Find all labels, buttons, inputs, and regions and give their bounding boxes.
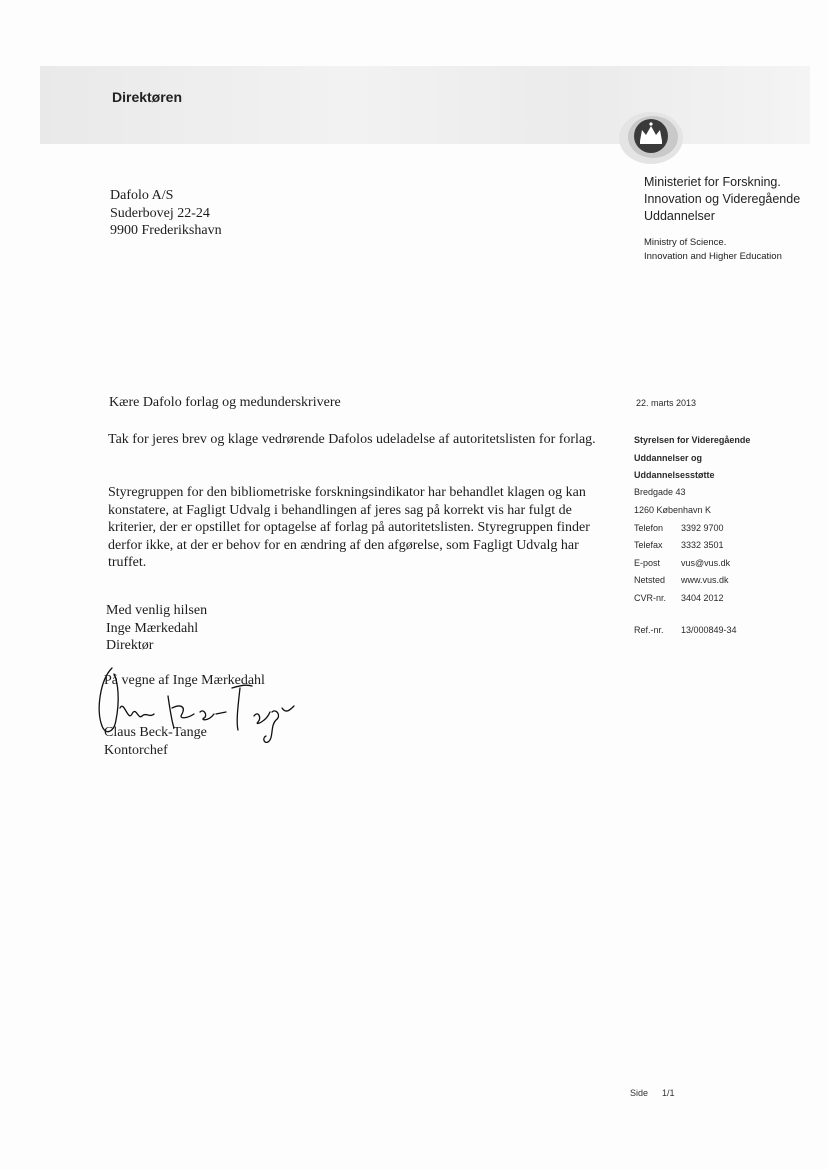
recipient-address <box>110 187 222 240</box>
crown-emblem-icon <box>615 108 683 168</box>
contact-value: 3332 3501 <box>681 540 724 551</box>
signatory-name: Claus Beck-Tange <box>104 725 207 740</box>
ministry-name-english-line: Innovation and Higher Education <box>644 251 782 262</box>
header-band <box>40 66 810 144</box>
closing-line: Med venlig hilsen <box>106 603 208 618</box>
contact-label: E-post <box>634 557 661 568</box>
contact-row <box>634 572 730 590</box>
contact-row <box>634 537 730 555</box>
agency-name-line: Styrelsen for Videregående <box>634 435 751 445</box>
letter-closing <box>106 602 207 655</box>
agency-address <box>634 484 711 519</box>
ministry-name-line: Ministeriet for Forskning. <box>644 175 781 189</box>
agency-name-line: Uddannelser og <box>634 452 703 463</box>
signatory-title: Kontorchef <box>104 742 168 758</box>
ministry-name-english-line: Ministry of Science. <box>644 237 727 248</box>
ministry-name-line: Uddannelser <box>644 209 715 223</box>
reference-number <box>634 625 737 635</box>
reference-value: 13/000849-34 <box>681 625 737 635</box>
agency-name-line: Uddannelsesstøtte <box>634 470 715 480</box>
ministry-name-english <box>644 236 782 264</box>
reference-label: Ref.-nr. <box>634 625 664 635</box>
contact-label: Netsted <box>634 575 666 586</box>
agency-name <box>634 432 750 485</box>
letter-date: 22. marts 2013 <box>636 398 697 408</box>
contact-label: Telefax <box>634 540 663 551</box>
page-value: 1/1 <box>662 1088 675 1098</box>
recipient-line: Suderbovej 22-24 <box>110 205 210 221</box>
letter-paragraph: Styregruppen for den bibliometriske forskningsindikator har behandlet klagen og kan konstatere, at Fagligt Udvalg i behandlingen af jeres sag på korrekt vis har fulgt de kriterier, der er opstillet for optagelse af forlag på autoritetslisten. Styregruppen finder derfor ikke, at der er behov for en ændring af den afgørelse, som Fagligt Udvalg har truffet. <box>108 485 590 570</box>
on-behalf-line: På vegne af Inge Mærkedahl <box>104 673 265 688</box>
recipient-line: 9900 Frederikshavn <box>110 223 222 238</box>
contact-value: 3392 9700 <box>681 522 724 533</box>
closing-line: Inge Mærkedahl <box>106 620 199 636</box>
contact-row <box>634 519 730 537</box>
contact-row <box>634 554 730 572</box>
letter-greeting: Kære Dafolo forlag og medunderskrivere <box>109 395 341 410</box>
contact-value: vus@vus.dk <box>681 557 731 568</box>
recipient-line: Dafolo A/S <box>110 188 174 203</box>
header-title: Direktøren <box>112 89 183 105</box>
contact-details <box>634 519 730 607</box>
contact-label: Telefon <box>634 522 664 533</box>
agency-address-line: 1260 København K <box>634 504 712 515</box>
contact-row <box>634 589 730 607</box>
page-label: Side <box>630 1088 649 1098</box>
contact-value: 3404 2012 <box>681 592 724 603</box>
agency-address-line: Bredgade 43 <box>634 487 686 497</box>
letter-paragraph: Tak for jeres brev og klage vedrørende Dafolos udeladelse af autoritetslisten for forlag. <box>108 432 596 447</box>
ministry-name <box>644 174 800 225</box>
handwritten-signature-icon <box>90 660 300 750</box>
page-number <box>630 1088 675 1098</box>
contact-value: www.vus.dk <box>681 575 729 586</box>
closing-line: Direktør <box>106 638 154 653</box>
contact-label: CVR-nr. <box>634 592 667 603</box>
ministry-name-line: Innovation og Videregående <box>644 192 801 206</box>
